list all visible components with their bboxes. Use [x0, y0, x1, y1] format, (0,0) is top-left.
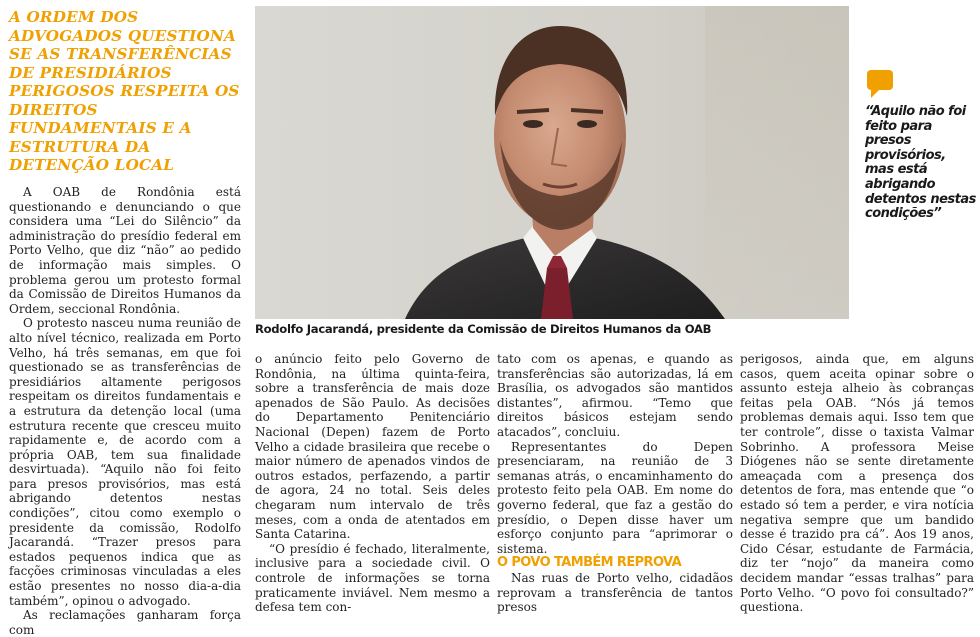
section-subheading: O POVO TAMBÉM REPROVA — [497, 555, 682, 571]
paragraph: tato com os apenas, e quando as transferências são autorizadas, lá em Brasília, os advogados são mantidos distantes”, afirmou. “Temo que direitos básicos estejam sendo atacados”, concluiu. — [497, 352, 733, 439]
article-column-1 — [9, 185, 241, 637]
headline: A ORDEM DOS ADVOGADOS QUESTIONA SE AS TRANSFERÊNCIAS DE PRESIDIÁRIOS PERIGOSOS RESPEITA OS DIREITOS FUNDAMENTAIS E A ESTRUTURA DA DETENÇÃO LOCAL — [9, 8, 240, 174]
article-column-3 — [497, 352, 733, 615]
paragraph: Representantes do Depen presenciaram, na reunião de 3 semanas atrás, o encaminhamento do protesto feito pela OAB. Em nome do governo federal, que faz a gestão do presídio, o Depen disse haver um esforço conjunto para “aprimorar o sistema. — [497, 439, 733, 556]
paragraph: o anúncio feito pelo Governo de Rondônia, na última quinta-feira, sobre a transferência de mais doze apenados de São Paulo. As decisões do Departamento Penitenciário Nacional (Depen) fazem de Porto Velho a cidade brasileira que recebe o maior número de apenados vindos de outros estados, perfazendo, a partir de agora, 24 no total. Seis deles chegaram num intervalo de três meses, com a onda de atentados em Santa Catarina. — [255, 352, 490, 542]
paragraph: A OAB de Rondônia está questionando e denunciando o que considera uma “Lei do Silêncio” da administração do presídio federal em Porto Velho, que diz “não” ao pedido de informação mais simples. O problema gerou um protesto formal da Comissão de Direitos Humanos da Ordem, seccional Rondônia. — [9, 185, 241, 316]
paragraph: perigosos, ainda que, em alguns casos, quem aceita opinar sobre o assunto esteja alheio às cobranças feitas pela OAB. “Nós já temos problemas demais aqui. Isso tem que ter controle”, disse o taxista Valmar Sobrinho. A professora Meise Diógenes não se sente diretamente ameaçada com a presença dos detentos de fora, mas entende que “o estado só tem a perder, e vira notícia negativa sempre que um bandido desse é trazido pra cá”. Aos 19 anos, Cido César, estudante de Farmácia, diz ter “nojo” da maneira como decidem mandar “essas tralhas” para Porto Velho. “O povo foi consultado?” questiona. — [740, 352, 974, 615]
speech-bubble-icon — [867, 70, 893, 98]
paragraph: “O presídio é fechado, literalmente, inclusive para a sociedade civil. O controle de informações se torna praticamente inviável. Nem mesmo a defesa tem con- — [255, 541, 490, 615]
pull-quote: “Aquilo não foi feito para presos provisórios, mas está abrigando detentos nestas condições” — [865, 104, 976, 222]
paragraph: Nas ruas de Porto velho, cidadãos reprovam a transferência de tantos presos — [497, 570, 733, 615]
portrait-photo — [255, 6, 849, 319]
paragraph: O protesto nasceu numa reunião de alto nível técnico, realizada em Porto Velho, há três semanas, em que foi questionado se as transferências de presidiários altamente perigosos respeitam os direitos fundamentais e a estrutura da detenção local (uma estrutura recente que cresceu muito rapidamente e, de acordo com a própria OAB, tem sua finalidade desvirtuada). “Aquilo não foi feito para presos provisórios, mas está abrigando detentos nestas condições”, citou como exemplo o presidente da comissão, Rodolfo Jacarandá. “Trazer presos para estados pequenos indica que as facções criminosas vinculadas a eles estão presentes no nosso dia-a-dia também”, opinou o advogado. — [9, 316, 241, 608]
paragraph: As reclamações ganharam força com — [9, 608, 241, 637]
article-column-2 — [255, 352, 490, 615]
article-column-4 — [740, 352, 974, 615]
photo-caption: Rodolfo Jacarandá, presidente da Comissão de Direitos Humanos da OAB — [255, 322, 712, 336]
